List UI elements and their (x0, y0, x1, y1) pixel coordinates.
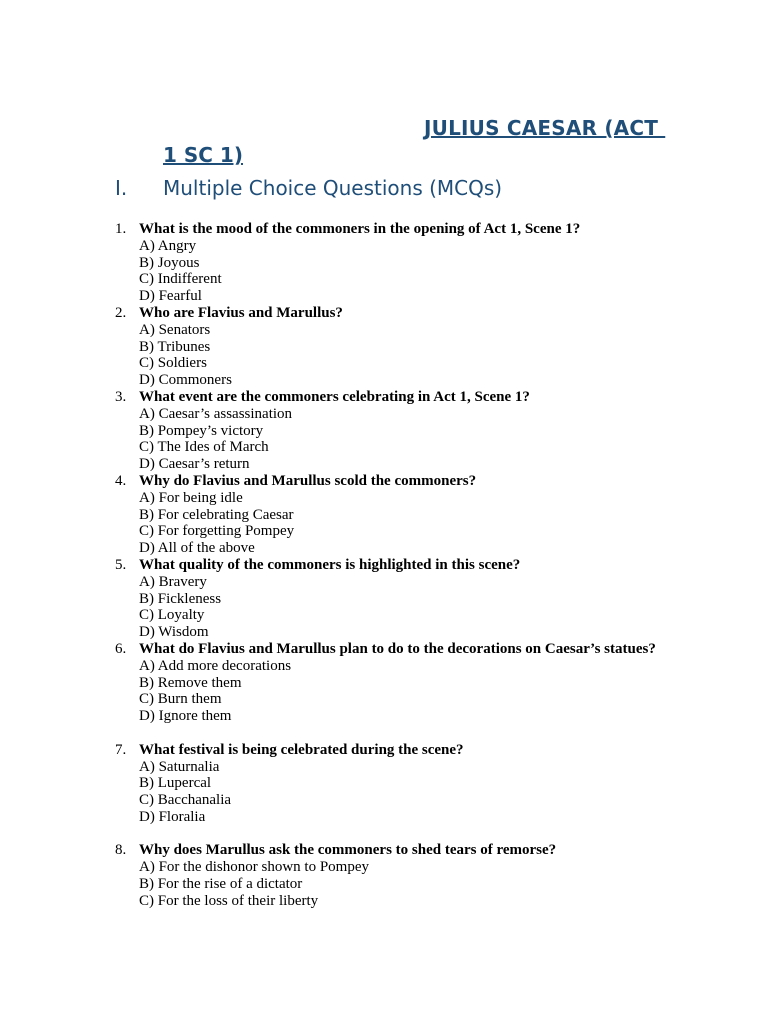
answer-option: D) Ignore them (139, 708, 232, 725)
answer-option: A) Caesar’s assassination (139, 405, 293, 422)
question-text: What quality of the commoners is highlighted in this scene? (139, 556, 521, 573)
question-list (0, 221, 768, 910)
question-number: 4. (115, 472, 127, 489)
answer-option: B) For the rise of a dictator (139, 876, 303, 893)
answer-option: D) Commoners (139, 372, 232, 389)
answer-option: C) Soldiers (139, 355, 207, 372)
question-text: What event are the commoners celebrating in Act 1, Scene 1? (139, 388, 530, 405)
section-heading (115, 176, 502, 200)
question-number: 7. (115, 741, 127, 758)
question-text: Who are Flavius and Marullus? (139, 304, 343, 321)
answer-option: A) For being idle (139, 489, 243, 506)
answer-option: C) The Ides of March (139, 439, 269, 456)
question-number: 5. (115, 556, 127, 573)
question-item (0, 641, 768, 725)
answer-option: C) Loyalty (139, 607, 205, 624)
section-heading-text: Multiple Choice Questions (MCQs) (163, 176, 503, 200)
question-item (0, 742, 768, 826)
answer-option: D) Fearful (139, 288, 202, 305)
question-item (0, 557, 768, 641)
answer-option: C) Bacchanalia (139, 792, 232, 809)
answer-option: B) For celebrating Caesar (139, 506, 294, 523)
answer-option: C) For the loss of their liberty (139, 892, 319, 909)
answer-option: B) Fickleness (139, 590, 222, 607)
question-text: Why does Marullus ask the commoners to shed tears of remorse? (139, 842, 557, 859)
question-number: 8. (115, 842, 127, 859)
answer-option: A) Add more decorations (139, 657, 292, 674)
question-number: 3. (115, 388, 127, 405)
answer-option: C) For forgetting Pompey (139, 523, 295, 540)
question-number: 2. (115, 304, 127, 321)
answer-option: B) Pompey’s victory (139, 422, 264, 439)
answer-option: A) Senators (139, 321, 211, 338)
answer-option: B) Joyous (139, 254, 200, 271)
question-text: What is the mood of the commoners in the opening of Act 1, Scene 1? (139, 221, 581, 237)
document-title-line-2: 1 SC 1) (163, 143, 243, 167)
document-title-line-1: JULIUS CAESAR (ACT (424, 116, 666, 140)
question-number: 1. (115, 221, 127, 237)
answer-option: D) Caesar’s return (139, 456, 250, 473)
answer-option: A) For the dishonor shown to Pompey (139, 859, 369, 876)
answer-option: A) Bravery (139, 573, 207, 590)
section-number: I. (115, 176, 128, 200)
answer-option: A) Saturnalia (139, 758, 220, 775)
answer-option: D) Wisdom (139, 624, 209, 641)
answer-option: D) Floralia (139, 808, 206, 825)
question-item (0, 221, 768, 305)
answer-option: B) Lupercal (139, 775, 212, 792)
question-text: What festival is being celebrated during the scene? (139, 741, 464, 758)
question-item (0, 305, 768, 389)
question-item (0, 473, 768, 557)
question-text: What do Flavius and Marullus plan to do to the decorations on Caesar’s statues? (139, 640, 656, 657)
answer-option: D) All of the above (139, 540, 255, 557)
question-item (0, 389, 768, 473)
question-number: 6. (115, 640, 127, 657)
question-text: Why do Flavius and Marullus scold the commoners? (139, 472, 477, 489)
answer-option: C) Burn them (139, 691, 222, 708)
answer-option: B) Tribunes (139, 338, 211, 355)
answer-option: A) Angry (139, 237, 197, 254)
question-item (0, 842, 768, 909)
answer-option: C) Indifferent (139, 271, 222, 288)
answer-option: B) Remove them (139, 674, 242, 691)
